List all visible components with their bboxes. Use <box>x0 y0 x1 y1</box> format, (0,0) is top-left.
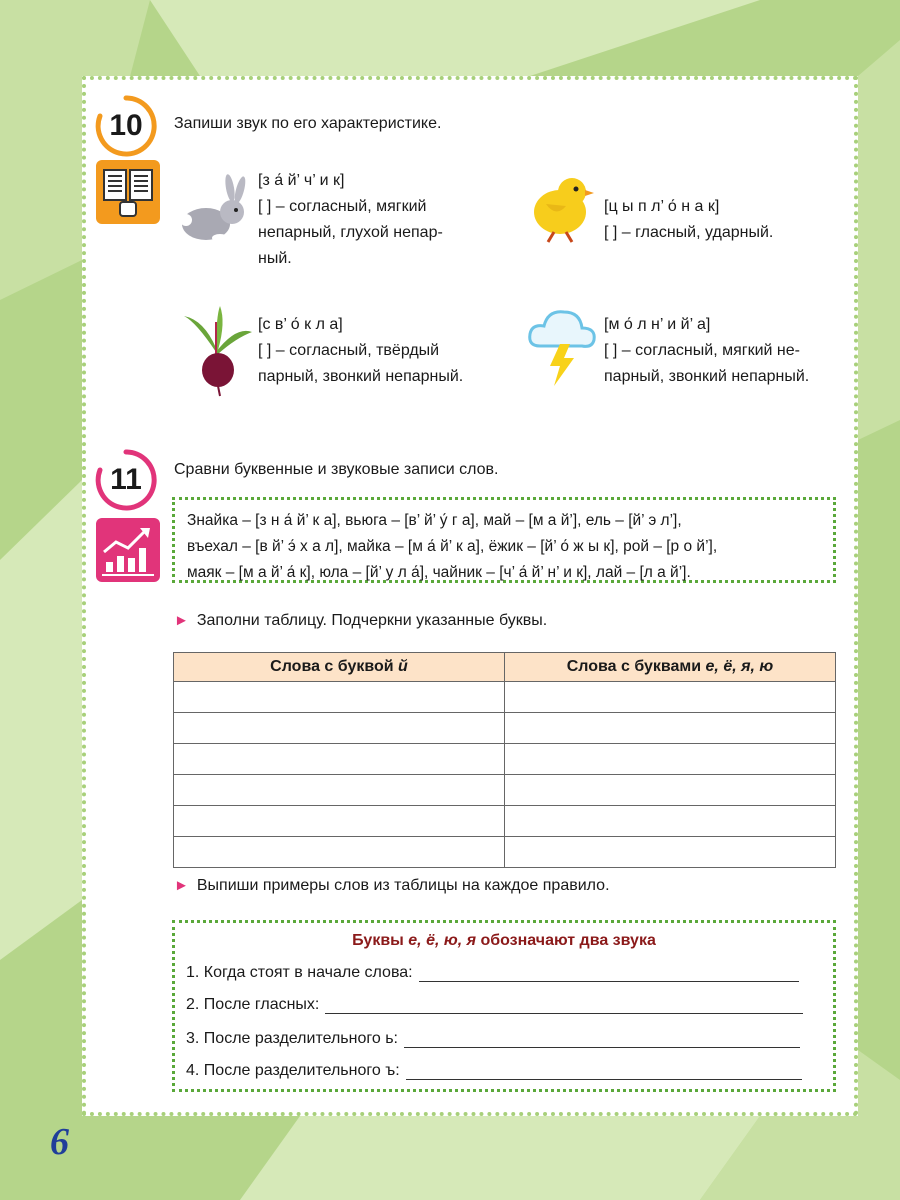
subtask-fill-table-text: Заполни таблицу. Подчеркни указанные буквы. <box>196 612 548 629</box>
words-line: маяк – [м а й’ а́ к], юла – [й’ у л а́], чайник – [ч’ а́ й’ н’ и к], лай – [л а й’]. <box>187 564 691 581</box>
pointer-arrow-icon: ► <box>174 612 189 629</box>
answer-line[interactable] <box>419 965 799 982</box>
table-cell[interactable] <box>174 837 505 868</box>
characteristic-line: ный. <box>258 250 292 267</box>
answer-line[interactable] <box>406 1063 802 1080</box>
table-cell[interactable] <box>505 682 836 713</box>
task-10-item-1 <box>258 168 443 272</box>
task-11-number-badge <box>98 452 154 508</box>
transcription: [м о́ л н’ и й’ а] <box>604 316 711 333</box>
words-line: въехал – [в й’ э́ х а л], майка – [м а́ й’ к а], ёжик – [й’ о́ ж ы к], рой – [р о й’], <box>187 538 718 555</box>
table-cell[interactable] <box>174 806 505 837</box>
words-box <box>172 497 836 583</box>
table-cell[interactable] <box>174 775 505 806</box>
table-row <box>174 744 836 775</box>
task-10-number: 10 <box>109 109 143 142</box>
book-reading-icon <box>96 160 160 224</box>
task-11-number: 11 <box>110 463 142 496</box>
table-header-col1: Слова с буквой й <box>174 653 505 682</box>
task-10-item-4 <box>604 312 809 390</box>
rule-item-2: 2. После гласных: <box>186 996 803 1014</box>
table-cell[interactable] <box>505 775 836 806</box>
beet-picture <box>176 302 256 398</box>
growth-chart-icon <box>96 518 160 582</box>
rule-item-3: 3. После разделительного ь: <box>186 1030 800 1048</box>
table-cell[interactable] <box>505 713 836 744</box>
task-10-instruction: Запиши звук по его характеристике. <box>174 115 442 132</box>
letters-table <box>173 652 836 868</box>
table-row <box>174 837 836 868</box>
characteristic-line: [ ] – согласный, твёрдый <box>258 342 440 359</box>
table-cell[interactable] <box>174 744 505 775</box>
task-10-item-2 <box>604 194 773 246</box>
subtask-write-examples-text: Выпиши примеры слов из таблицы на каждое правило. <box>196 877 610 894</box>
subtask-fill-table <box>174 611 547 631</box>
words-line: Знайка – [з н а́ й’ к а], вьюга – [в’ й’ у́ г а], май – [м а й’], ель – [й’ э л’], <box>187 512 682 529</box>
table-cell[interactable] <box>505 806 836 837</box>
table-header-col2: Слова с буквами е, ё, я, ю <box>505 653 836 682</box>
characteristic-line: [ ] – согласный, мягкий <box>258 198 427 215</box>
answer-line[interactable] <box>404 1031 800 1048</box>
lightning-cloud-picture <box>526 304 598 388</box>
transcription: [з а́ й’ ч’ и к] <box>258 172 345 189</box>
subtask-write-examples <box>174 876 610 896</box>
table-row <box>174 713 836 744</box>
task-10-number-badge <box>98 98 154 154</box>
rule-item-4: 4. После разделительного ъ: <box>186 1062 802 1080</box>
transcription: [ц ы п л’ о́ н а к] <box>604 198 720 215</box>
table-cell[interactable] <box>174 682 505 713</box>
task-11-instruction: Сравни буквенные и звуковые записи слов. <box>174 461 499 478</box>
table-cell[interactable] <box>505 744 836 775</box>
table-row <box>174 806 836 837</box>
characteristic-line: [ ] – гласный, ударный. <box>604 224 774 241</box>
transcription: [с в’ о́ к л а] <box>258 316 343 333</box>
rule-title: Буквы е, ё, ю, я обозначают два звука <box>352 932 656 949</box>
table-row <box>174 775 836 806</box>
task-10-item-3 <box>258 312 463 390</box>
answer-line[interactable] <box>325 997 803 1014</box>
pointer-arrow-icon: ► <box>174 877 189 894</box>
characteristic-line: парный, звонкий непарный. <box>258 368 464 385</box>
table-cell[interactable] <box>505 837 836 868</box>
rule-item-1: 1. Когда стоят в начале слова: <box>186 964 799 982</box>
page-number: 6 <box>50 1121 69 1163</box>
characteristic-line: [ ] – согласный, мягкий не- <box>604 342 800 359</box>
hare-picture <box>176 172 256 252</box>
characteristic-line: непарный, глухой непар- <box>258 224 443 241</box>
table-cell[interactable] <box>174 713 505 744</box>
chick-picture <box>526 170 598 246</box>
table-row <box>174 682 836 713</box>
characteristic-line: парный, звонкий непарный. <box>604 368 810 385</box>
